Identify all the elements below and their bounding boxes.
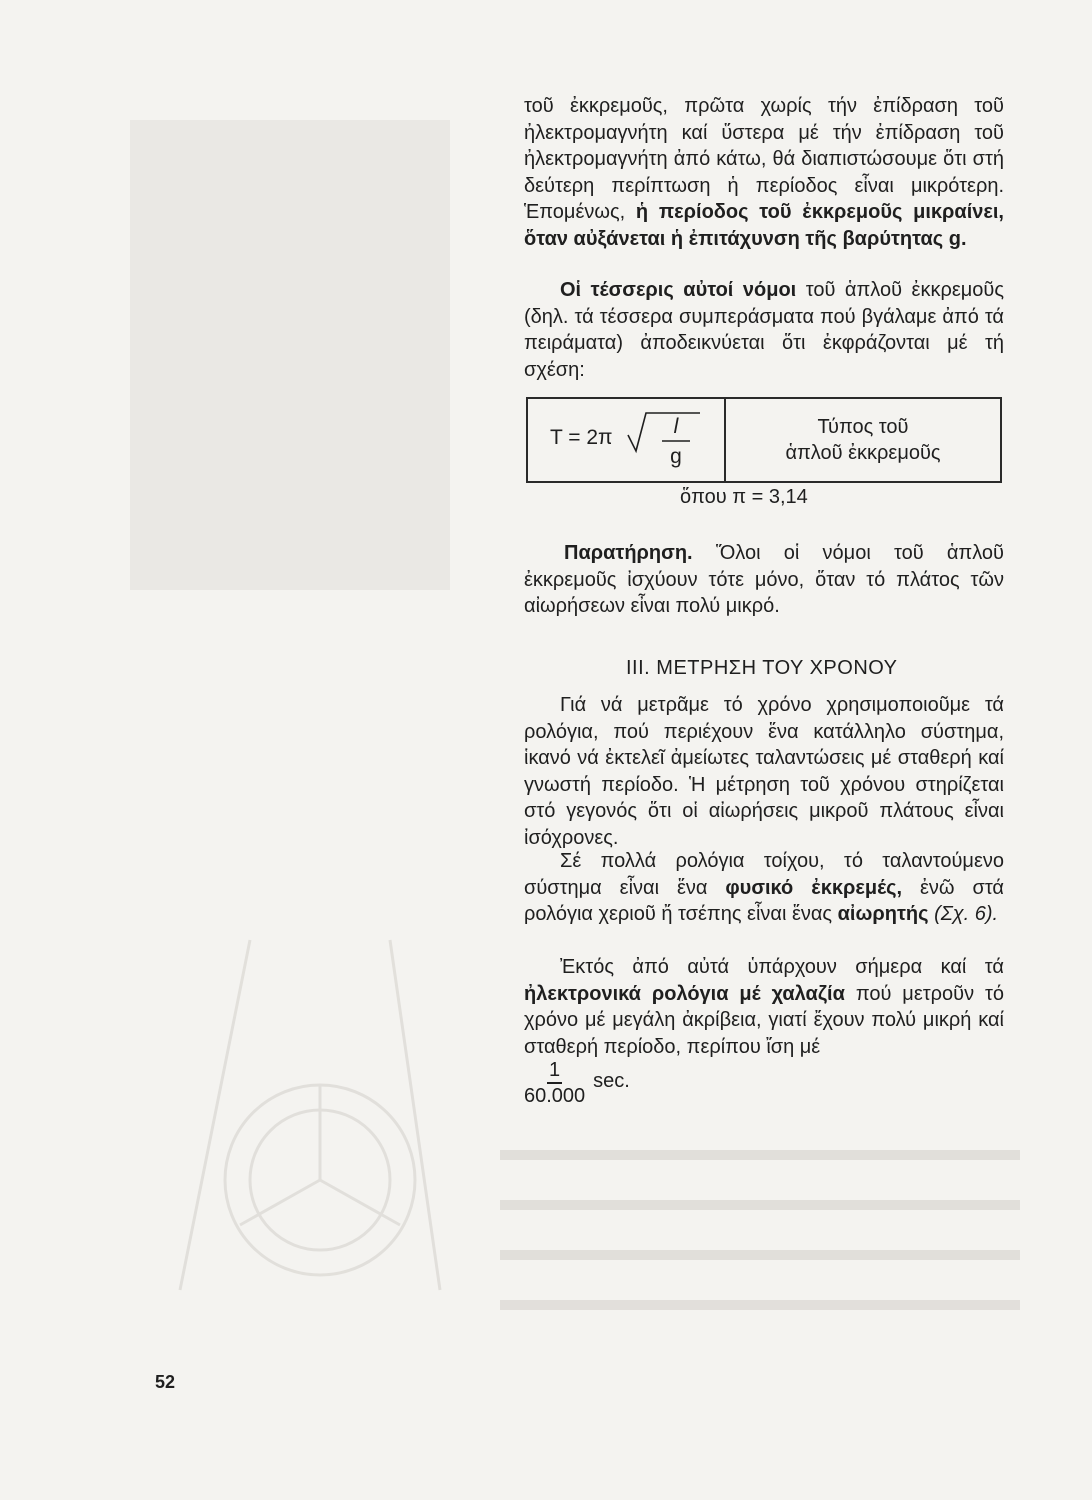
paragraph1-bold: ἡ περίοδος τοῦ ἐκκρεμοῦς μικραίνει, ὅταν αὐξάνεται ἡ ἐπιτάχυνση τῆς βαρύτητας g. <box>524 201 1004 250</box>
pendulum-formula-box <box>526 397 1002 483</box>
formula-cell <box>528 399 726 481</box>
formula-label-line2: ἁπλοῦ ἐκκρεμοῦς <box>785 442 941 464</box>
paragraph5-text1: Σέ πολλά ρολόγια τοίχου, τό ταλαντούμενο σύστημα εἶναι ἕνα <box>524 850 1004 899</box>
formula-label-line1: Τύπος τοῦ <box>817 416 909 438</box>
period-fraction <box>524 1058 630 1108</box>
paragraph-gravity-effect <box>524 93 1004 252</box>
paragraph-wall-clocks <box>524 848 1004 928</box>
fraction-denominator: 60.000 <box>524 1085 586 1107</box>
paragraph4-text: Γιά νά μετρᾶμε τό χρόνο χρησιμοποιοῦμε τά ρολόγια, πού περιέχουν ἕνα κατάλληλο σύστημα, ἱκανό νά ἐκτελεῖ ἀμείωτες ταλαντώσεις μέ σταθερή καί γνωστή περίοδο. Ἡ μέτρηση τοῦ χρόνου στηρίζεται στό γεγονός ὅτι οἱ αἰωρήσεις μικροῦ πλάτους εἶναι ἰσόχρονες. <box>524 694 1004 849</box>
pi-value-note: ὅπου π = 3,14 <box>680 486 808 508</box>
paragraph3-text: Ὅλοι οἱ νόμοι τοῦ ἁπλοῦ ἐκκρεμοῦς ἰσχύουν τότε μόνο, ὅταν τό πλάτος τῶν αἰωρήσεων εἶναι πολύ μικρό. <box>524 542 1004 617</box>
paragraph-remark <box>524 540 1004 620</box>
paragraph5-text2: ἐνῶ στά ρολόγια χεριοῦ ἤ τσέπης εἶναι ἕνας <box>524 876 1004 925</box>
paragraph6-text2: πού μετροῦν τό χρόνο μέ μεγάλη ἀκρίβεια, γιατί ἔχουν πολύ μικρή καί σταθερή περίοδο, περίπου ἴση μέ <box>524 982 1005 1058</box>
formula-numerator: l <box>673 415 679 438</box>
fraction-unit: sec. <box>593 1069 630 1092</box>
paragraph2-bold: Οἱ τέσσερις αὐτοί νόμοι <box>560 279 797 301</box>
square-root-sign <box>628 413 700 451</box>
formula-label-cell <box>726 399 1000 481</box>
paragraph3-bold: Παρατήρηση. <box>564 542 693 564</box>
paragraph5-bold1: φυσικό ἐκκρεμές, <box>725 876 903 899</box>
page-number: 52 <box>155 1372 176 1392</box>
section-heading: III. ΜΕΤΡΗΣΗ ΤΟΥ ΧΡΟΝΟΥ <box>626 657 898 679</box>
formula-graphic <box>528 399 724 483</box>
paragraph5-figure-ref: (Σχ. 6). <box>928 903 999 925</box>
formula-denominator: g <box>670 445 682 468</box>
fraction <box>524 1058 585 1108</box>
formula-lhs: T = 2π <box>550 426 613 449</box>
paragraph2-text: τοῦ ἁπλοῦ ἐκκρεμοῦς (δηλ. τά τέσσερα συμπεράσματα πού βγάλαμε ἀπό τά πειράματα) ἀποδεικνύεται ὅτι ἐκφράζονται μέ τή σχέση: <box>524 279 1004 381</box>
paragraph-four-laws <box>524 277 1004 383</box>
paragraph1-text: τοῦ ἐκκρεμοῦς, πρῶτα χωρίς τήν ἐπίδραση τοῦ ἠλεκτρομαγνήτη καί ὕστερα μέ τήν ἐπίδραση τοῦ ἠλεκτρομαγνήτη ἀπό κάτω, θά διαπιστώσουμε ὅτι στή δεύτερη περίπτωση ἡ περίοδος εἶναι μικρότερη. Ἑπομένως, <box>524 95 1004 223</box>
paragraph-quartz-clocks <box>524 954 1004 1060</box>
fraction-numerator: 1 <box>547 1058 562 1084</box>
paragraph-time-measurement <box>524 692 1004 851</box>
paragraph6-bold1: ἠλεκτρονικά ρολόγια μέ χαλαζία <box>524 982 845 1005</box>
paragraph6-text1: Ἐκτός ἀπό αὐτά ὑπάρχουν σήμερα καί τά <box>560 956 1004 978</box>
paragraph5-bold2: αἰωρητής <box>837 903 929 925</box>
